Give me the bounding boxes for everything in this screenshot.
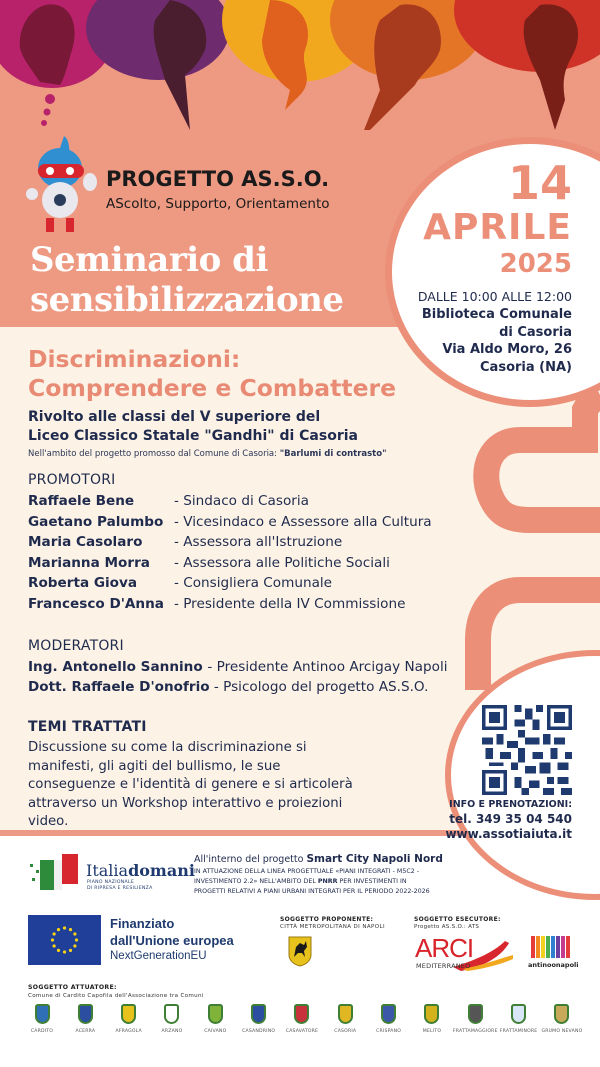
comune-crest-icon [164, 1004, 179, 1024]
temi-description: Discussione su come la discriminazione si manifesti, gli agiti del bullismo, le sue conseguenze e l'identità di genere e si articolerà attraverso un Workshop interattivo e proiezioni video. [28, 740, 353, 829]
moderator-name: Ing. Antonello Sannino [28, 659, 208, 675]
promoter-role: - Presidente della IV Commissione [174, 595, 406, 612]
project-context [28, 449, 387, 459]
italiadomani-word-light: Italia [86, 861, 129, 880]
comune-name: FRATTAMAGGIORE [452, 1029, 498, 1034]
italiadomani-sub-line: DI RIPRESA E RESILIENZA [87, 885, 153, 891]
asso-mascot-logo [24, 134, 100, 238]
event-type-line: Seminario di [30, 240, 268, 280]
promoter-role: - Consigliera Comunale [174, 575, 333, 592]
comune-item [195, 1004, 235, 1044]
comune-crest-icon [294, 1004, 309, 1024]
comune-item [412, 1004, 452, 1044]
comune-crest-icon [208, 1004, 223, 1024]
smart-city-line [194, 853, 443, 865]
promoter-role: - Vicesindaco e Assessore alla Cultura [174, 513, 432, 530]
contact-website-link[interactable]: www.assotiaiuta.it [445, 827, 572, 841]
comune-item [65, 1004, 105, 1044]
pnrr-label: PNRR [317, 878, 338, 885]
context-prefix: Nell'ambito del progetto promosso dal Comune di Casoria: [28, 449, 280, 459]
comune-name: CASAVATORE [285, 1029, 319, 1034]
comune-crest-icon [511, 1004, 526, 1024]
speech-bubbles-silhouettes-illustration [0, 0, 600, 130]
esecutore-heading: SOGGETTO ESECUTORE: [414, 916, 501, 923]
comune-item [325, 1004, 365, 1044]
proponente-heading: SOGGETTO PROPONENTE: [280, 916, 374, 923]
promoter-row [28, 573, 432, 594]
proponente-name: CITTÀ METROPOLITANA DI NAPOLI [280, 924, 385, 930]
antinoo-wordmark: antinoonapoli [528, 961, 579, 969]
event-year: 2025 [499, 249, 572, 279]
promoter-row [28, 491, 432, 512]
comune-crest-icon [121, 1004, 136, 1024]
smart-city-desc-text: PER INVESTIMENTI IN [337, 878, 407, 885]
promoter-name: Maria Casolaro [28, 534, 143, 551]
audience-line: Liceo Classico Statale "Gandhi" di Casoria [28, 428, 358, 444]
event-day: 14 [507, 156, 572, 210]
headline-line: Comprendere e Combattere [28, 374, 397, 402]
promoter-name: Roberta Giova [28, 575, 138, 592]
promotori-heading: PROMOTORI [28, 472, 116, 488]
event-time: DALLE 10:00 ALLE 12:00 [417, 289, 572, 304]
comune-crest-icon [554, 1004, 569, 1024]
venue-line: Via Aldo Moro, 26 [442, 342, 572, 357]
comune-item [239, 1004, 279, 1044]
comune-name: CASANDRINO [242, 1029, 276, 1034]
moderator-name: Dott. Raffaele D'onofrio [28, 679, 210, 695]
venue-line: Casoria (NA) [480, 359, 572, 375]
smart-city-description [194, 867, 430, 897]
comune-name: CRISPANO [376, 1029, 402, 1034]
attuatore-heading: SOGGETTO ATTUATORE: [28, 984, 117, 991]
promoter-name: Gaetano Palumbo [28, 513, 164, 530]
comune-item [282, 1004, 322, 1044]
promoter-row [28, 512, 432, 533]
eu-funding-text [110, 915, 234, 949]
comune-crest-icon [78, 1004, 93, 1024]
comune-name: CARDITO [30, 1029, 54, 1034]
comune-item [452, 1004, 498, 1044]
comune-name: ACERRA [75, 1029, 96, 1034]
italiadomani-subtitle [87, 880, 153, 891]
moderator-role: - Presidente Antinoo Arcigay Napoli [207, 659, 448, 675]
thought-dot [44, 109, 51, 116]
event-type-line: sensibilizzazione [30, 280, 344, 320]
promoter-role: - Assessora all'Istruzione [174, 534, 343, 551]
comune-name: GRUMO NEVANO [541, 1029, 583, 1034]
arci-subtitle: MEDITERRANEO [416, 962, 471, 970]
eu-funding-line: Finanziato [110, 916, 175, 931]
qr-code-icon[interactable] [482, 705, 572, 795]
attuatore-name: Comune di Cardito Capofila dell'Associazione tra Comuni [28, 993, 204, 999]
smart-city-name: Smart City Napoli Nord [306, 853, 443, 865]
comune-crest-icon [424, 1004, 439, 1024]
audience-line: Rivolto alle classi del V superiore del [28, 409, 321, 425]
italiadomani-sub-line: PIANO NAZIONALE [87, 880, 135, 885]
italiadomani-wordmark [86, 861, 195, 880]
moderator-row [28, 657, 448, 677]
arci-wordmark: ARCI [415, 933, 474, 963]
comune-name: CASORIA [334, 1029, 357, 1034]
smart-city-prefix: All'interno del progetto [194, 854, 307, 865]
comune-crest-icon [35, 1004, 50, 1024]
comune-name: CAIVANO [204, 1029, 227, 1034]
contact-phone[interactable]: tel. 349 35 04 540 [449, 812, 572, 826]
esecutore-name: Progetto AS.S.O.: ATS [414, 924, 480, 930]
comune-crest-icon [251, 1004, 266, 1024]
smart-city-desc-text: INVESTIMENTO 2.2» NELL'AMBITO DEL [194, 878, 318, 885]
italiadomani-word-bold: domani [128, 861, 195, 880]
silhouette-head [262, 0, 308, 110]
smart-city-desc-line [194, 877, 430, 887]
promoter-name: Marianna Morra [28, 554, 150, 571]
promoter-row [28, 553, 432, 574]
promotori-list [28, 491, 432, 615]
headline-line: Discriminazioni: [28, 345, 241, 373]
comune-item [542, 1004, 582, 1044]
promoter-role: - Assessora alle Politiche Sociali [174, 554, 390, 571]
project-subtitle: AScolto, Supporto, Orientamento [106, 196, 330, 212]
smart-city-desc-line: PROGETTI RELATIVI A PIANI URBANI INTEGRATI PER IL PERIODO 2022-2026 [194, 888, 430, 895]
event-venue [422, 306, 572, 376]
context-project-name: "Barlumi di contrasto" [279, 449, 387, 459]
antinoo-napoli-rainbow-logo [529, 936, 574, 976]
comune-crest-icon [468, 1004, 483, 1024]
comune-name: MELITO [422, 1029, 442, 1034]
eu-funding-line: dall'Unione europea [110, 933, 234, 948]
comune-item [109, 1004, 149, 1044]
comune-item [369, 1004, 409, 1044]
comune-name: ARZANO [161, 1029, 183, 1034]
comune-item [499, 1004, 539, 1044]
moderator-row [28, 677, 448, 697]
temi-heading: TEMI TRATTATI [28, 719, 147, 735]
moderatori-heading: MODERATORI [28, 638, 124, 654]
citta-metropolitana-crest-icon [287, 935, 313, 967]
contact-label: INFO E PRENOTAZIONI: [449, 799, 572, 810]
promoter-row [28, 532, 432, 553]
comune-item [22, 1004, 62, 1044]
venue-line: di Casoria [499, 324, 572, 340]
eu-flag-icon [28, 915, 101, 965]
target-audience [28, 408, 358, 446]
comune-name: AFRAGOLA [115, 1029, 142, 1034]
promoter-name: Francesco D'Anna [28, 595, 164, 612]
comuni-crests-row [22, 1004, 582, 1044]
comune-name: FRATTAMINORE [499, 1029, 538, 1034]
moderator-role: - Psicologo del progetto AS.S.O. [209, 679, 429, 695]
promoter-row [28, 594, 432, 615]
venue-line: Biblioteca Comunale [421, 307, 572, 322]
event-type-heading [30, 240, 343, 320]
comune-crest-icon [381, 1004, 396, 1024]
comune-crest-icon [338, 1004, 353, 1024]
thought-dot [41, 120, 47, 126]
smart-city-desc-line: IN ATTUAZIONE DELLA LINEA PROGETTUALE «PIANI INTEGRATI - M5C2 - [194, 868, 420, 875]
thought-dot [45, 94, 55, 104]
seminar-headline [28, 345, 396, 403]
project-title: PROGETTO AS.S.O. [106, 167, 330, 191]
event-month: APRILE [423, 207, 572, 248]
moderatori-list [28, 657, 448, 697]
promoter-role: - Sindaco di Casoria [174, 493, 309, 509]
promoter-name: Raffaele Bene [28, 493, 135, 509]
next-generation-eu: NextGenerationEU [110, 950, 207, 962]
comune-item [152, 1004, 192, 1044]
